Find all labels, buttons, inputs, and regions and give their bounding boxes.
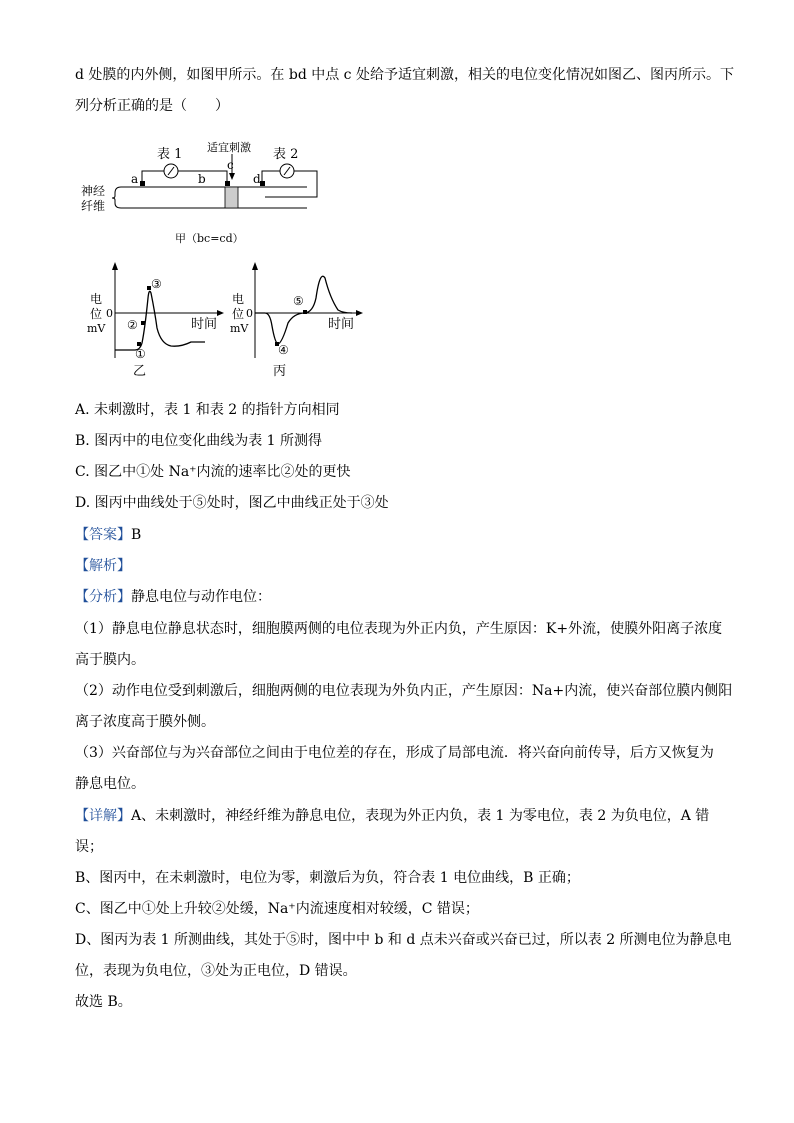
yi-ylabel-3: mV — [87, 322, 106, 335]
figure-jia-caption: 甲（bc=cd） — [175, 232, 244, 245]
yi-mark-2: ② — [127, 318, 138, 332]
bing-ylabel-1: 电 — [232, 292, 245, 306]
meter-1 — [140, 164, 230, 186]
answer-value: B — [131, 527, 142, 543]
yi-caption: 乙 — [133, 364, 147, 379]
stimulus-label: 适宜刺激 — [207, 141, 251, 154]
answer-line — [75, 525, 141, 545]
bing-mark-4: ④ — [278, 343, 289, 357]
fenxi-p2-l2: 离子浓度高于膜外侧。 — [75, 714, 215, 730]
fenxi-p2-l1: （2）动作电位受到刺激后，细胞两侧的电位表现为外负内正，产生原因：Na+内流，使兴奋部位膜内侧阳 — [75, 683, 733, 699]
option-d: D. 图丙中曲线处于⑤处时，图乙中曲线正处于③处 — [75, 495, 389, 511]
yi-ylabel-2: 位 — [90, 307, 103, 321]
point-c: c — [227, 158, 234, 172]
fiber-label-1: 神经 — [81, 184, 106, 198]
figure-yi — [85, 258, 225, 380]
option-a: A. 未刺激时，表 1 和表 2 的指针方向相同 — [75, 402, 340, 418]
fenxi-title: 静息电位与动作电位： — [131, 589, 271, 605]
detail-a-l2: 误； — [75, 839, 103, 855]
option-c: C. 图乙中①处 Na⁺内流的速率比②处的更快 — [75, 464, 351, 480]
figure-jia — [75, 135, 335, 250]
bing-caption: 丙 — [273, 364, 287, 379]
point-d: d — [253, 172, 261, 186]
figure-bing — [230, 258, 370, 380]
point-b: b — [198, 172, 206, 186]
fenxi-p3-l1: （3）兴奋部位与为兴奋部位之间由于电位差的存在，形成了局部电流．将兴奋向前传导，后方又恢复为 — [75, 745, 714, 761]
meter-1-label: 表 1 — [157, 147, 183, 162]
bing-xlabel: 时间 — [328, 317, 355, 332]
bing-ylabel-3: mV — [230, 322, 249, 335]
fenxi-p3-l2: 静息电位。 — [75, 776, 145, 792]
detail-a-l1: A、未刺激时，神经纤维为静息电位，表现为外正内负，表 1 为零电位，表 2 为负电位，A 错 — [131, 808, 710, 824]
yi-ylabel-1: 电 — [90, 292, 103, 306]
analysis-tag: 【解析】 — [75, 558, 131, 574]
fenxi-p1-l1: （1）静息电位静息状态时，细胞膜两侧的电位表现为外正内负，产生原因：K+外流，使膜外阳离子浓度 — [75, 621, 723, 637]
detail-d-l2: 位，表现为负电位，③处为正电位，D 错误。 — [75, 963, 357, 979]
yi-xlabel: 时间 — [191, 317, 218, 332]
detail-conclusion: 故选 B。 — [75, 994, 132, 1010]
bing-ylabel-2: 位 — [232, 307, 245, 321]
intro-line-2: 列分析正确的是（ ） — [75, 98, 229, 114]
yi-mark-1: ① — [135, 347, 146, 361]
detail-a-line — [75, 806, 709, 826]
meter-2 — [260, 164, 317, 197]
answer-tag: 【答案】 — [75, 527, 131, 543]
fenxi-line — [75, 587, 271, 607]
fiber-label-2: 纤维 — [81, 199, 106, 213]
fenxi-p1-l2: 高于膜内。 — [75, 652, 145, 668]
detail-tag: 【详解】 — [75, 808, 131, 824]
intro-line-1: d 处膜的内外侧，如图甲所示。在 bd 中点 c 处给予适宜刺激，相关的电位变化情况如图乙、图丙所示。下 — [75, 67, 734, 83]
yi-zero: 0 — [106, 307, 113, 320]
detail-c: C、图乙中①处上升较②处缓，Na⁺内流速度相对较缓，C 错误； — [75, 901, 479, 917]
detail-b: B、图丙中，在未刺激时，电位为零，刺激后为负，符合表 1 电位曲线，B 正确； — [75, 870, 580, 886]
yi-mark-3: ③ — [151, 277, 162, 291]
meter-2-label: 表 2 — [273, 147, 299, 162]
point-a: a — [131, 172, 139, 186]
option-b: B. 图丙中的电位变化曲线为表 1 所测得 — [75, 433, 322, 449]
bing-mark-5: ⑤ — [293, 294, 304, 308]
bing-zero: 0 — [246, 307, 253, 320]
detail-d-l1: D、图丙为表 1 所测曲线，其处于⑤时，图中中 b 和 d 点未兴奋或兴奋已过，所以表 2 所测电位为静息电 — [75, 932, 732, 948]
fenxi-tag: 【分析】 — [75, 589, 131, 605]
